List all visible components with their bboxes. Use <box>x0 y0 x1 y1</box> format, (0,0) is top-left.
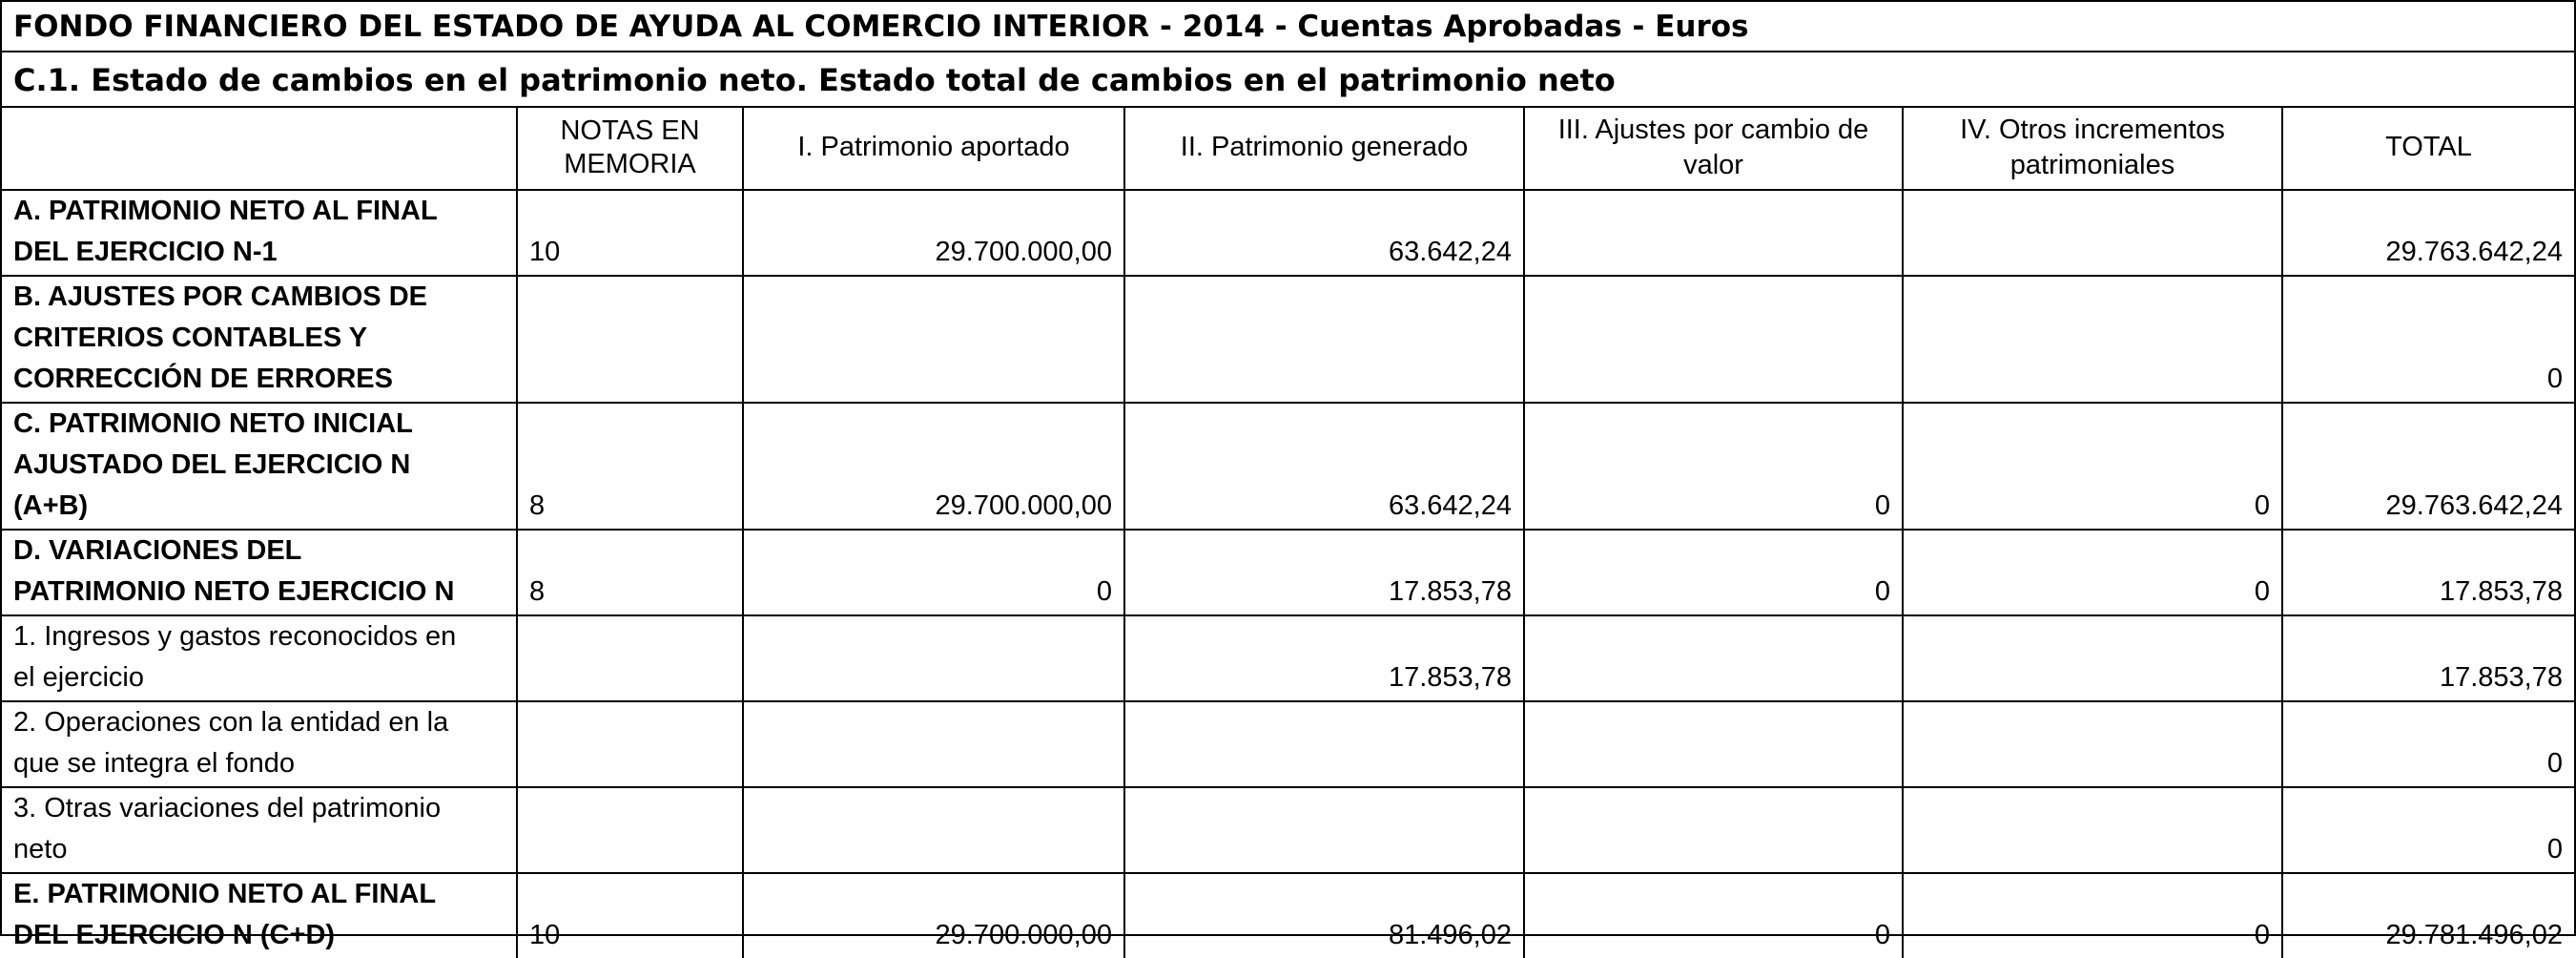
row-label-line: DEL EJERCICIO N-1 <box>13 237 278 267</box>
header-notas-memoria <box>517 108 743 190</box>
row-nota <box>517 787 743 873</box>
row-label-line: que se integra el fondo <box>13 748 296 779</box>
header-otros-line2: patrimoniales <box>2009 149 2175 180</box>
row-label-line: 3. Otras variaciones del patrimonio <box>13 793 442 823</box>
row-nota: 10 <box>517 190 743 276</box>
table-row <box>2 787 2574 873</box>
row-label-line: 1. Ingresos y gastos reconocidos en <box>13 621 457 652</box>
row-label-line: AJUSTADO DEL EJERCICIO N <box>13 449 411 480</box>
row-aportado: 29.700.000,00 <box>743 873 1124 958</box>
row-nota <box>517 276 743 403</box>
row-ajustes: 0 <box>1524 530 1903 615</box>
row-total: 0 <box>2282 276 2574 403</box>
row-label-line: DEL EJERCICIO N (C+D) <box>13 920 336 950</box>
row-nota: 8 <box>517 403 743 530</box>
header-otros-line1: IV. Otros incrementos <box>1960 114 2225 145</box>
row-otros: 0 <box>1903 873 2282 958</box>
row-label-line: E. PATRIMONIO NETO AL FINAL <box>13 879 437 909</box>
row-total: 17.853,78 <box>2282 615 2574 701</box>
header-ajustes-valor <box>1524 108 1903 190</box>
header-patrimonio-aportado: I. Patrimonio aportado <box>743 108 1124 190</box>
row-label <box>2 787 517 873</box>
row-generado: 63.642,24 <box>1124 190 1524 276</box>
row-otros <box>1903 701 2282 787</box>
row-total: 29.763.642,24 <box>2282 403 2574 530</box>
row-ajustes <box>1524 701 1903 787</box>
row-otros <box>1903 615 2282 701</box>
row-otros: 0 <box>1903 530 2282 615</box>
row-label-line: CRITERIOS CONTABLES Y <box>13 323 368 353</box>
table-row <box>2 403 2574 530</box>
row-aportado <box>743 276 1124 403</box>
row-ajustes <box>1524 190 1903 276</box>
row-total: 29.781.496,02 <box>2282 873 2574 958</box>
row-otros <box>1903 787 2282 873</box>
row-ajustes <box>1524 615 1903 701</box>
row-generado: 63.642,24 <box>1124 403 1524 530</box>
row-generado <box>1124 701 1524 787</box>
row-label-line: CORRECCIÓN DE ERRORES <box>13 364 393 394</box>
row-label <box>2 530 517 615</box>
header-otros-incrementos <box>1903 108 2282 190</box>
row-otros <box>1903 276 2282 403</box>
row-label <box>2 873 517 958</box>
row-nota <box>517 615 743 701</box>
table-row <box>2 276 2574 403</box>
statement-subtitle: C.1. Estado de cambios en el patrimonio neto. Estado total de cambios en el patrimonio neto <box>2 52 2574 108</box>
table-row <box>2 615 2574 701</box>
header-label <box>2 108 517 190</box>
row-label <box>2 403 517 530</box>
row-label <box>2 615 517 701</box>
row-label <box>2 276 517 403</box>
row-ajustes: 0 <box>1524 873 1903 958</box>
row-aportado <box>743 615 1124 701</box>
document-title: FONDO FINANCIERO DEL ESTADO DE AYUDA AL COMERCIO INTERIOR - 2014 - Cuentas Aprobadas - Euros <box>2 2 2574 52</box>
row-ajustes <box>1524 276 1903 403</box>
row-label <box>2 701 517 787</box>
row-label-line: (A+B) <box>13 490 89 521</box>
header-ajustes-line1: III. Ajustes por cambio de <box>1557 114 1869 145</box>
row-aportado: 0 <box>743 530 1124 615</box>
table-row <box>2 873 2574 958</box>
table-row <box>2 701 2574 787</box>
header-patrimonio-generado: II. Patrimonio generado <box>1124 108 1524 190</box>
row-label-line: B. AJUSTES POR CAMBIOS DE <box>13 281 427 312</box>
row-total: 0 <box>2282 701 2574 787</box>
row-label-line: PATRIMONIO NETO EJERCICIO N <box>13 576 455 607</box>
row-generado: 17.853,78 <box>1124 530 1524 615</box>
row-label-line: 2. Operaciones con la entidad en la <box>13 707 449 738</box>
row-aportado <box>743 701 1124 787</box>
row-label-line: el ejercicio <box>13 662 144 693</box>
row-label <box>2 190 517 276</box>
row-ajustes <box>1524 787 1903 873</box>
row-total: 29.763.642,24 <box>2282 190 2574 276</box>
row-aportado: 29.700.000,00 <box>743 403 1124 530</box>
row-otros <box>1903 190 2282 276</box>
row-generado <box>1124 787 1524 873</box>
row-generado: 81.496,02 <box>1124 873 1524 958</box>
header-notas-line1: NOTAS EN <box>560 115 700 146</box>
row-label-line: C. PATRIMONIO NETO INICIAL <box>13 408 413 439</box>
row-generado: 17.853,78 <box>1124 615 1524 701</box>
row-label-line: D. VARIACIONES DEL <box>13 535 302 566</box>
row-total: 0 <box>2282 787 2574 873</box>
equity-changes-table <box>2 108 2574 958</box>
header-ajustes-line2: valor <box>1683 149 1743 180</box>
row-aportado: 29.700.000,00 <box>743 190 1124 276</box>
row-otros: 0 <box>1903 403 2282 530</box>
row-aportado <box>743 787 1124 873</box>
row-label-line: A. PATRIMONIO NETO AL FINAL <box>13 196 438 226</box>
row-label-line: neto <box>13 834 68 864</box>
row-nota <box>517 701 743 787</box>
row-nota: 8 <box>517 530 743 615</box>
header-notas-line2: MEMORIA <box>564 148 696 179</box>
row-total: 17.853,78 <box>2282 530 2574 615</box>
header-row <box>2 108 2574 190</box>
table-row <box>2 190 2574 276</box>
row-generado <box>1124 276 1524 403</box>
table-row <box>2 530 2574 615</box>
row-nota: 10 <box>517 873 743 958</box>
row-ajustes: 0 <box>1524 403 1903 530</box>
header-total: TOTAL <box>2282 108 2574 190</box>
